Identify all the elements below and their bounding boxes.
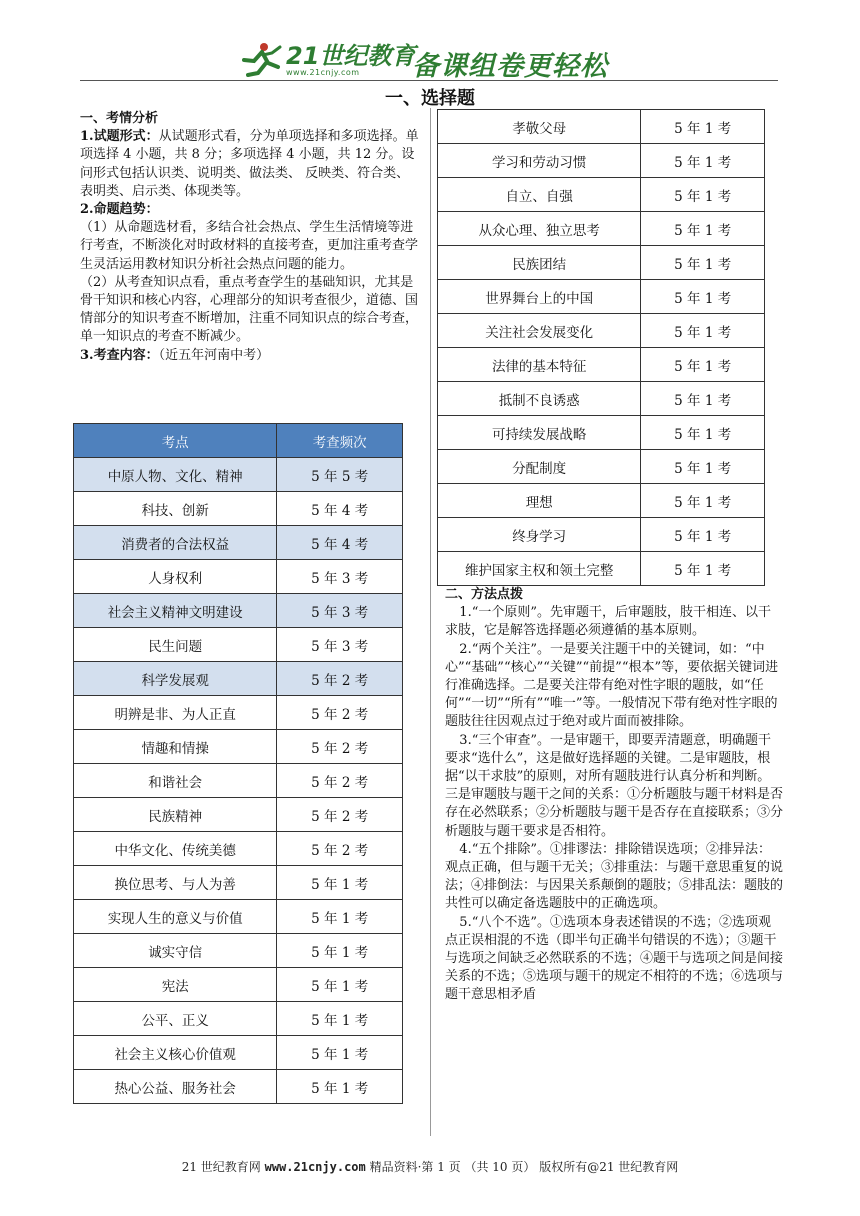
- table-row: [438, 110, 765, 144]
- frequency-cell: 5 年 1 考: [641, 246, 765, 280]
- table-row: [74, 628, 403, 662]
- frequency-cell: 5 年 2 考: [277, 662, 403, 696]
- table-row: [74, 900, 403, 934]
- brand-url: www.21cnjy.com: [286, 67, 360, 77]
- table-row: [438, 280, 765, 314]
- frequency-cell: 5 年 1 考: [641, 348, 765, 382]
- frequency-cell: 5 年 1 考: [277, 1036, 403, 1070]
- section-heading: 一、考情分析: [80, 111, 159, 126]
- frequency-cell: 5 年 4 考: [277, 526, 403, 560]
- frequency-cell: 5 年 5 考: [277, 458, 403, 492]
- table-row: [74, 594, 403, 628]
- frequency-cell: 5 年 3 考: [277, 628, 403, 662]
- paragraph-label: 3.考查内容：: [80, 347, 159, 363]
- topic-cell: 科技、创新: [74, 492, 277, 526]
- topic-cell: 社会主义核心价值观: [74, 1036, 277, 1070]
- table-row: [74, 798, 403, 832]
- header-slogan: 备课组卷更轻松: [412, 51, 608, 82]
- topic-cell: 从众心理、独立思考: [438, 212, 641, 246]
- brand-logo: [238, 40, 415, 80]
- frequency-cell: 5 年 4 考: [277, 492, 403, 526]
- frequency-cell: 5 年 1 考: [277, 968, 403, 1002]
- topic-cell: 抵制不良诱惑: [438, 382, 641, 416]
- frequency-cell: 5 年 1 考: [641, 416, 765, 450]
- table-row: [74, 832, 403, 866]
- frequency-cell: 5 年 1 考: [641, 178, 765, 212]
- method-item: 3.“三个审查”。一是审题干，即要弄清题意，明确题干要求“选什么”，这是做好选择题的关键。二是审题肢，根据“以干求肢”的原则，对所有题肢进行认真分析和判断。三是审题肢与题干之间的关系：①分析题肢与题干材料是否存在必然联系；②分析题肢与题干是否存在直接联系；③分析题肢与题干要求是否相符。: [445, 732, 784, 839]
- page-header: [0, 0, 860, 84]
- topic-frequency-table-1: [73, 423, 403, 1104]
- topic-cell: 民族团结: [438, 246, 641, 280]
- table-row: [74, 1002, 403, 1036]
- column-divider: [430, 108, 431, 1136]
- footer-right: 精品资料·第 1 页 （共 10 页） 版权所有@21 世纪教育网: [369, 1160, 679, 1174]
- frequency-cell: 5 年 1 考: [641, 280, 765, 314]
- topic-cell: 民族精神: [74, 798, 277, 832]
- topic-cell: 维护国家主权和领土完整: [438, 552, 641, 586]
- paragraph-label: 1.试题形式：: [80, 129, 159, 145]
- frequency-cell: 5 年 1 考: [641, 212, 765, 246]
- topic-cell: 法律的基本特征: [438, 348, 641, 382]
- runner-logo-icon: [238, 41, 286, 79]
- analysis-section: [80, 110, 420, 365]
- table-row: [438, 552, 765, 586]
- topic-cell: 宪法: [74, 968, 277, 1002]
- table-row: [74, 662, 403, 696]
- frequency-cell: 5 年 2 考: [277, 798, 403, 832]
- table-row: [438, 450, 765, 484]
- table-row: [438, 348, 765, 382]
- table-row: [438, 484, 765, 518]
- frequency-cell: 5 年 1 考: [277, 1002, 403, 1036]
- frequency-cell: 5 年 2 考: [277, 730, 403, 764]
- table-row: [438, 178, 765, 212]
- topic-cell: 孝敬父母: [438, 110, 641, 144]
- frequency-cell: 5 年 1 考: [641, 450, 765, 484]
- frequency-cell: 5 年 1 考: [641, 484, 765, 518]
- topic-cell: 诚实守信: [74, 934, 277, 968]
- table-row: [74, 764, 403, 798]
- footer-site-link[interactable]: www.21cnjy.com: [264, 1160, 366, 1174]
- frequency-cell: 5 年 1 考: [641, 314, 765, 348]
- topic-cell: 消费者的合法权益: [74, 526, 277, 560]
- frequency-cell: 5 年 3 考: [277, 594, 403, 628]
- frequency-cell: 5 年 1 考: [641, 518, 765, 552]
- paragraph-content-label: [80, 347, 420, 365]
- table-row: [74, 968, 403, 1002]
- table-row: [74, 934, 403, 968]
- method-item: 2.“两个关注”。一是要关注题干中的关键词，如：“中心”“基础”“核心”“关键”“前提”“根本”等，要依据关键词进行准确选择。二是要关注带有绝对性字眼的题肢，如“任何”“一切”“所有”“唯一”等。一般情况下带有绝对性字眼的题肢往往因观点过于绝对或片面而被排除。: [445, 641, 779, 730]
- topic-frequency-table-2: [437, 109, 765, 586]
- topic-cell: 换位思考、与人为善: [74, 866, 277, 900]
- method-item: 5.“八个不选”。①选项本身表述错误的不选；②选项观点正误相混的不选（即半句正确半句错误的不选）；③题干与选项之间缺乏必然联系的不选；④题干与选项之间是间接关系的不选；⑤选项与题干的规定不相符的不选；⑥选项与题干意思相矛盾: [445, 914, 784, 1003]
- topic-cell: 关注社会发展变化: [438, 314, 641, 348]
- column-header: 考查频次: [277, 424, 403, 458]
- frequency-cell: 5 年 1 考: [277, 900, 403, 934]
- page-footer: [0, 1158, 860, 1175]
- frequency-cell: 5 年 2 考: [277, 696, 403, 730]
- frequency-cell: 5 年 3 考: [277, 560, 403, 594]
- table-header-row: [74, 424, 403, 458]
- paragraph-note: （近五年河南中考）: [158, 347, 270, 363]
- topic-cell: 人身权利: [74, 560, 277, 594]
- table-row: [74, 458, 403, 492]
- table-row: [74, 696, 403, 730]
- table-row: [74, 526, 403, 560]
- topic-cell: 自立、自强: [438, 178, 641, 212]
- table-row: [74, 1070, 403, 1104]
- topic-cell: 科学发展观: [74, 662, 277, 696]
- topic-cell: 中原人物、文化、精神: [74, 458, 277, 492]
- topic-cell: 公平、正义: [74, 1002, 277, 1036]
- frequency-cell: 5 年 1 考: [641, 552, 765, 586]
- table-row: [74, 866, 403, 900]
- table-row: [74, 730, 403, 764]
- table-row: [438, 416, 765, 450]
- method-item: 4.“五个排除”。①排谬法：排除错误选项；②排异法：观点正确，但与题干无关；③排重法：与题干意思重复的说法；④排倒法：与因果关系颠倒的题肢；⑤排乱法：题肢的共性可以确定备选题肢中的正确选项。: [445, 841, 784, 912]
- paragraph-question-format: [80, 128, 420, 201]
- frequency-cell: 5 年 1 考: [641, 382, 765, 416]
- topic-cell: 实现人生的意义与价值: [74, 900, 277, 934]
- column-header: 考点: [74, 424, 277, 458]
- topic-cell: 和谐社会: [74, 764, 277, 798]
- topic-cell: 终身学习: [438, 518, 641, 552]
- frequency-cell: 5 年 1 考: [277, 866, 403, 900]
- paragraph-text: 从试题形式看，分为单项选择和多项选择。单项选择 4 小题，共 8 分；多项选择 4 小题，共 12 分。设问形式包括认识类、说明类、做法类、 反映类、符合类、表明类、启示类、体现类等。: [80, 129, 419, 199]
- table-row: [438, 144, 765, 178]
- table-row: [74, 492, 403, 526]
- topic-cell: 理想: [438, 484, 641, 518]
- table-row: [438, 518, 765, 552]
- table-row: [438, 314, 765, 348]
- frequency-cell: 5 年 1 考: [277, 1070, 403, 1104]
- table-row: [74, 1036, 403, 1070]
- topic-cell: 社会主义精神文明建设: [74, 594, 277, 628]
- frequency-cell: 5 年 2 考: [277, 764, 403, 798]
- paragraph-trend-2: （2）从考查知识点看，重点考查学生的基础知识，尤其是骨干知识和核心内容，心理部分的知识考查很少，道德、国情部分的知识考查不断增加，注重不同知识点的综合考查，单一知识点的考查不断减少。: [80, 274, 419, 345]
- topic-cell: 学习和劳动习惯: [438, 144, 641, 178]
- frequency-cell: 5 年 1 考: [641, 110, 765, 144]
- frequency-cell: 5 年 1 考: [641, 144, 765, 178]
- table-row: [438, 382, 765, 416]
- section-heading: 二、方法点拨: [445, 587, 524, 602]
- paragraph-label: 2.命题趋势：: [80, 202, 159, 218]
- topic-cell: 可持续发展战略: [438, 416, 641, 450]
- frequency-cell: 5 年 1 考: [277, 934, 403, 968]
- footer-left: 21 世纪教育网: [181, 1160, 261, 1174]
- table-row: [74, 560, 403, 594]
- page-title: 一、选择题: [385, 88, 475, 109]
- table-row: [438, 212, 765, 246]
- topic-cell: 情趣和情操: [74, 730, 277, 764]
- table-row: [438, 246, 765, 280]
- brand-name: 21世纪教育: [286, 41, 416, 70]
- paragraph-trend-1: （1）从命题选材看，多结合社会热点、学生生活情境等进行考查，不断淡化对时政材料的直接考查，更加注重考查学生灵活运用教材知识分析社会热点问题的能力。: [80, 220, 419, 272]
- topic-cell: 世界舞台上的中国: [438, 280, 641, 314]
- header-divider: [80, 80, 778, 81]
- method-item: 1.“一个原则”。先审题干，后审题肢，肢干相连、以干求肢，它是解答选择题必须遵循的基本原则。: [445, 605, 771, 639]
- topic-cell: 热心公益、服务社会: [74, 1070, 277, 1104]
- topic-cell: 中华文化、传统美德: [74, 832, 277, 866]
- topic-cell: 民生问题: [74, 628, 277, 662]
- method-section: [445, 586, 783, 1005]
- topic-cell: 明辨是非、为人正直: [74, 696, 277, 730]
- frequency-cell: 5 年 2 考: [277, 832, 403, 866]
- topic-cell: 分配制度: [438, 450, 641, 484]
